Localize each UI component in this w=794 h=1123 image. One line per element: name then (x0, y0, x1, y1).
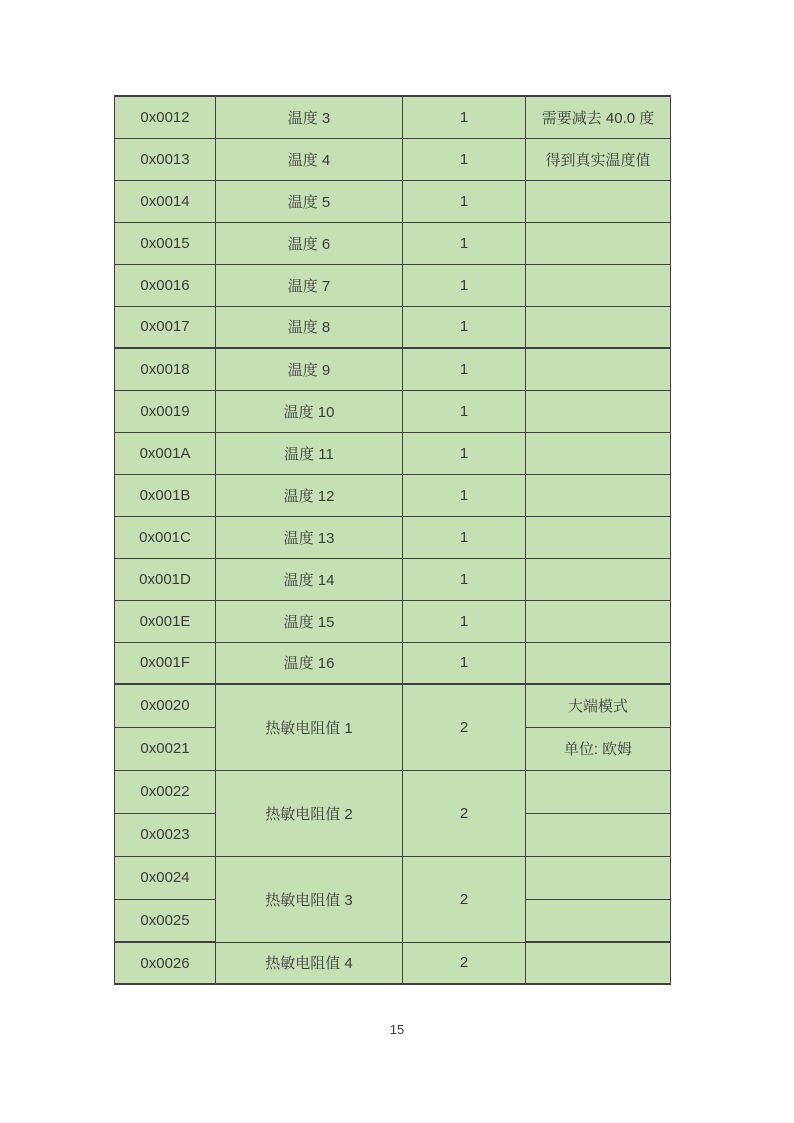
table-row (115, 180, 671, 222)
length-cell: 1 (403, 222, 526, 264)
address-cell: 0x0019 (115, 390, 216, 432)
length-cell: 1 (403, 390, 526, 432)
table-row (115, 432, 671, 474)
address-cell: 0x0024 (115, 856, 216, 899)
note-cell (526, 432, 671, 474)
length-cell: 1 (403, 348, 526, 390)
note-cell (526, 899, 671, 942)
address-cell: 0x0013 (115, 138, 216, 180)
length-cell: 1 (403, 600, 526, 642)
register-table-body (115, 96, 671, 984)
table-row (115, 138, 671, 180)
address-cell: 0x0023 (115, 813, 216, 856)
length-cell: 1 (403, 306, 526, 348)
note-cell (526, 264, 671, 306)
length-cell: 1 (403, 264, 526, 306)
address-cell: 0x0020 (115, 684, 216, 727)
address-cell: 0x0018 (115, 348, 216, 390)
table-row (115, 390, 671, 432)
length-cell: 1 (403, 96, 526, 138)
length-cell: 1 (403, 516, 526, 558)
address-cell: 0x001D (115, 558, 216, 600)
table-row (115, 516, 671, 558)
length-cell: 1 (403, 180, 526, 222)
name-cell: 温度 15 (216, 600, 403, 642)
address-cell: 0x0021 (115, 727, 216, 770)
table-row (115, 348, 671, 390)
length-cell: 2 (403, 770, 526, 856)
length-cell: 1 (403, 432, 526, 474)
note-cell (526, 642, 671, 684)
address-cell: 0x001F (115, 642, 216, 684)
table-row (115, 600, 671, 642)
name-cell: 温度 6 (216, 222, 403, 264)
note-cell (526, 516, 671, 558)
note-cell (526, 474, 671, 516)
table-row (115, 856, 671, 899)
name-cell: 温度 14 (216, 558, 403, 600)
table-row (115, 770, 671, 813)
name-cell: 温度 3 (216, 96, 403, 138)
address-cell: 0x0014 (115, 180, 216, 222)
note-cell (526, 180, 671, 222)
note-cell (526, 770, 671, 813)
note-cell (526, 856, 671, 899)
name-cell: 热敏电阻值 4 (216, 942, 403, 984)
note-cell (526, 942, 671, 984)
name-cell: 温度 8 (216, 306, 403, 348)
name-cell: 温度 12 (216, 474, 403, 516)
note-cell (526, 348, 671, 390)
page-number: 15 (389, 1022, 405, 1037)
table-row (115, 942, 671, 984)
name-cell: 温度 4 (216, 138, 403, 180)
length-cell: 1 (403, 558, 526, 600)
address-cell: 0x001B (115, 474, 216, 516)
address-cell: 0x0025 (115, 899, 216, 942)
register-table (114, 95, 671, 985)
name-cell: 温度 11 (216, 432, 403, 474)
address-cell: 0x001C (115, 516, 216, 558)
address-cell: 0x0016 (115, 264, 216, 306)
note-cell: 单位: 欧姆 (526, 727, 671, 770)
address-cell: 0x0015 (115, 222, 216, 264)
table-row (115, 642, 671, 684)
note-cell (526, 222, 671, 264)
name-cell: 热敏电阻值 2 (216, 770, 403, 856)
length-cell: 1 (403, 474, 526, 516)
note-cell (526, 390, 671, 432)
table-row (115, 96, 671, 138)
length-cell: 1 (403, 138, 526, 180)
note-cell: 大端模式 (526, 684, 671, 727)
address-cell: 0x001A (115, 432, 216, 474)
note-cell (526, 600, 671, 642)
name-cell: 温度 16 (216, 642, 403, 684)
address-cell: 0x001E (115, 600, 216, 642)
note-cell (526, 558, 671, 600)
length-cell: 2 (403, 684, 526, 770)
table-row (115, 558, 671, 600)
name-cell: 温度 9 (216, 348, 403, 390)
name-cell: 温度 5 (216, 180, 403, 222)
address-cell: 0x0022 (115, 770, 216, 813)
address-cell: 0x0017 (115, 306, 216, 348)
table-row (115, 222, 671, 264)
address-cell: 0x0026 (115, 942, 216, 984)
length-cell: 2 (403, 942, 526, 984)
address-cell: 0x0012 (115, 96, 216, 138)
length-cell: 2 (403, 856, 526, 942)
note-cell (526, 813, 671, 856)
table-row (115, 264, 671, 306)
name-cell: 温度 7 (216, 264, 403, 306)
name-cell: 热敏电阻值 1 (216, 684, 403, 770)
name-cell: 温度 13 (216, 516, 403, 558)
name-cell: 热敏电阻值 3 (216, 856, 403, 942)
note-cell: 得到真实温度值 (526, 138, 671, 180)
note-cell (526, 306, 671, 348)
length-cell: 1 (403, 642, 526, 684)
note-cell: 需要减去 40.0 度 (526, 96, 671, 138)
table-row (115, 474, 671, 516)
table-row (115, 306, 671, 348)
name-cell: 温度 10 (216, 390, 403, 432)
table-row (115, 684, 671, 727)
